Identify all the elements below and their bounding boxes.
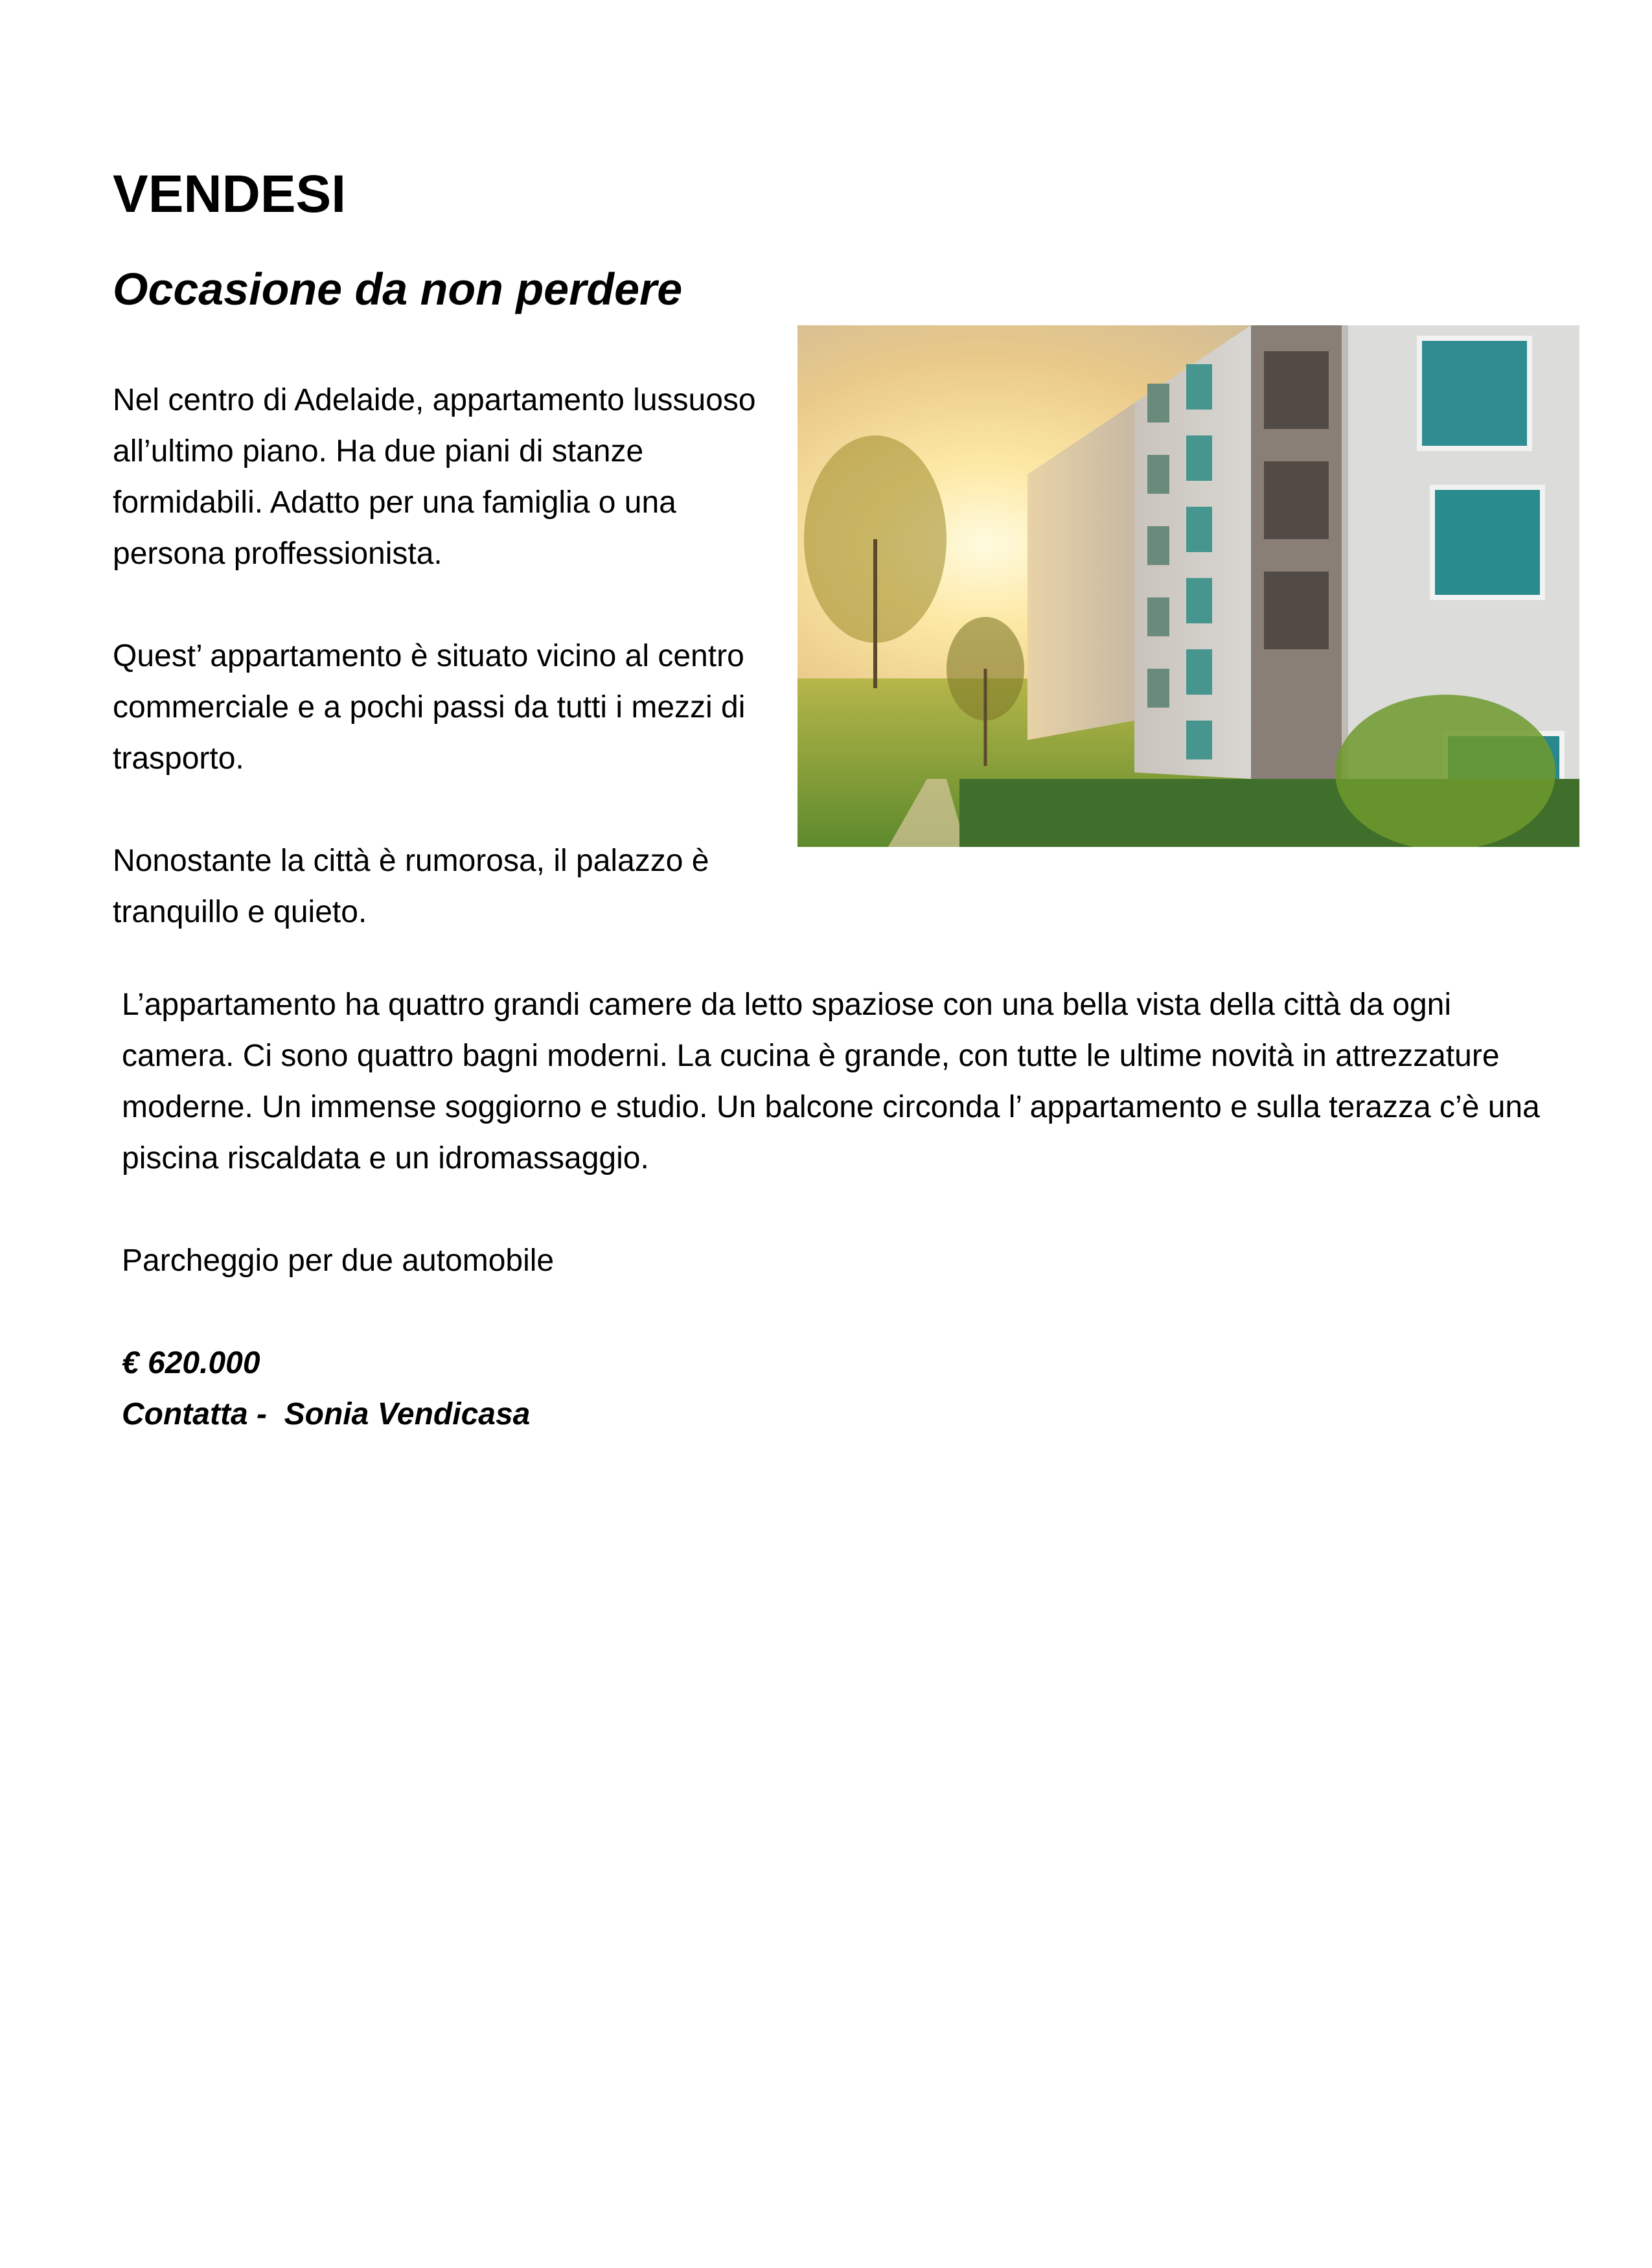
parking-line: Parcheggio per due automobile xyxy=(122,1244,555,1278)
description-paragraph: L’appartamento ha quattro grandi camere da letto spaziose con una bella vista della città da ogni camera. Ci sono quattro bagni moderni. La cucina è grande, con tutte le ultime novità in attrezzature moderne. Un immense soggiorno e studio. Un balcone circonda l’ appartamento e sulla terazza c’è una piscina riscaldata e un idromassaggio. xyxy=(122,988,1540,1175)
intro-text-column xyxy=(113,375,793,938)
price: € 620.000 xyxy=(122,1346,260,1380)
details-section xyxy=(122,979,1566,1440)
intro-paragraph-quiet: Nonostante la città è rumorosa, il palazzo è tranquillo e quieto. xyxy=(113,844,709,929)
intro-paragraph-position: Quest’ appartamento è situato vicino al centro commerciale e a pochi passi da tutti i mezzi di trasporto. xyxy=(113,639,746,776)
apartment-building-photo xyxy=(797,325,1579,847)
contact-line: Contatta - Sonia Vendicasa xyxy=(122,1397,531,1431)
ad-subtitle: Occasione da non perdere xyxy=(113,264,683,314)
intro-paragraph-location: Nel centro di Adelaide, appartamento lussuoso all’ultimo piano. Ha due piani di stanze formidabili. Adatto per una famiglia o una persona proffessionista. xyxy=(113,383,756,571)
ad-title: VENDESI xyxy=(113,165,346,224)
